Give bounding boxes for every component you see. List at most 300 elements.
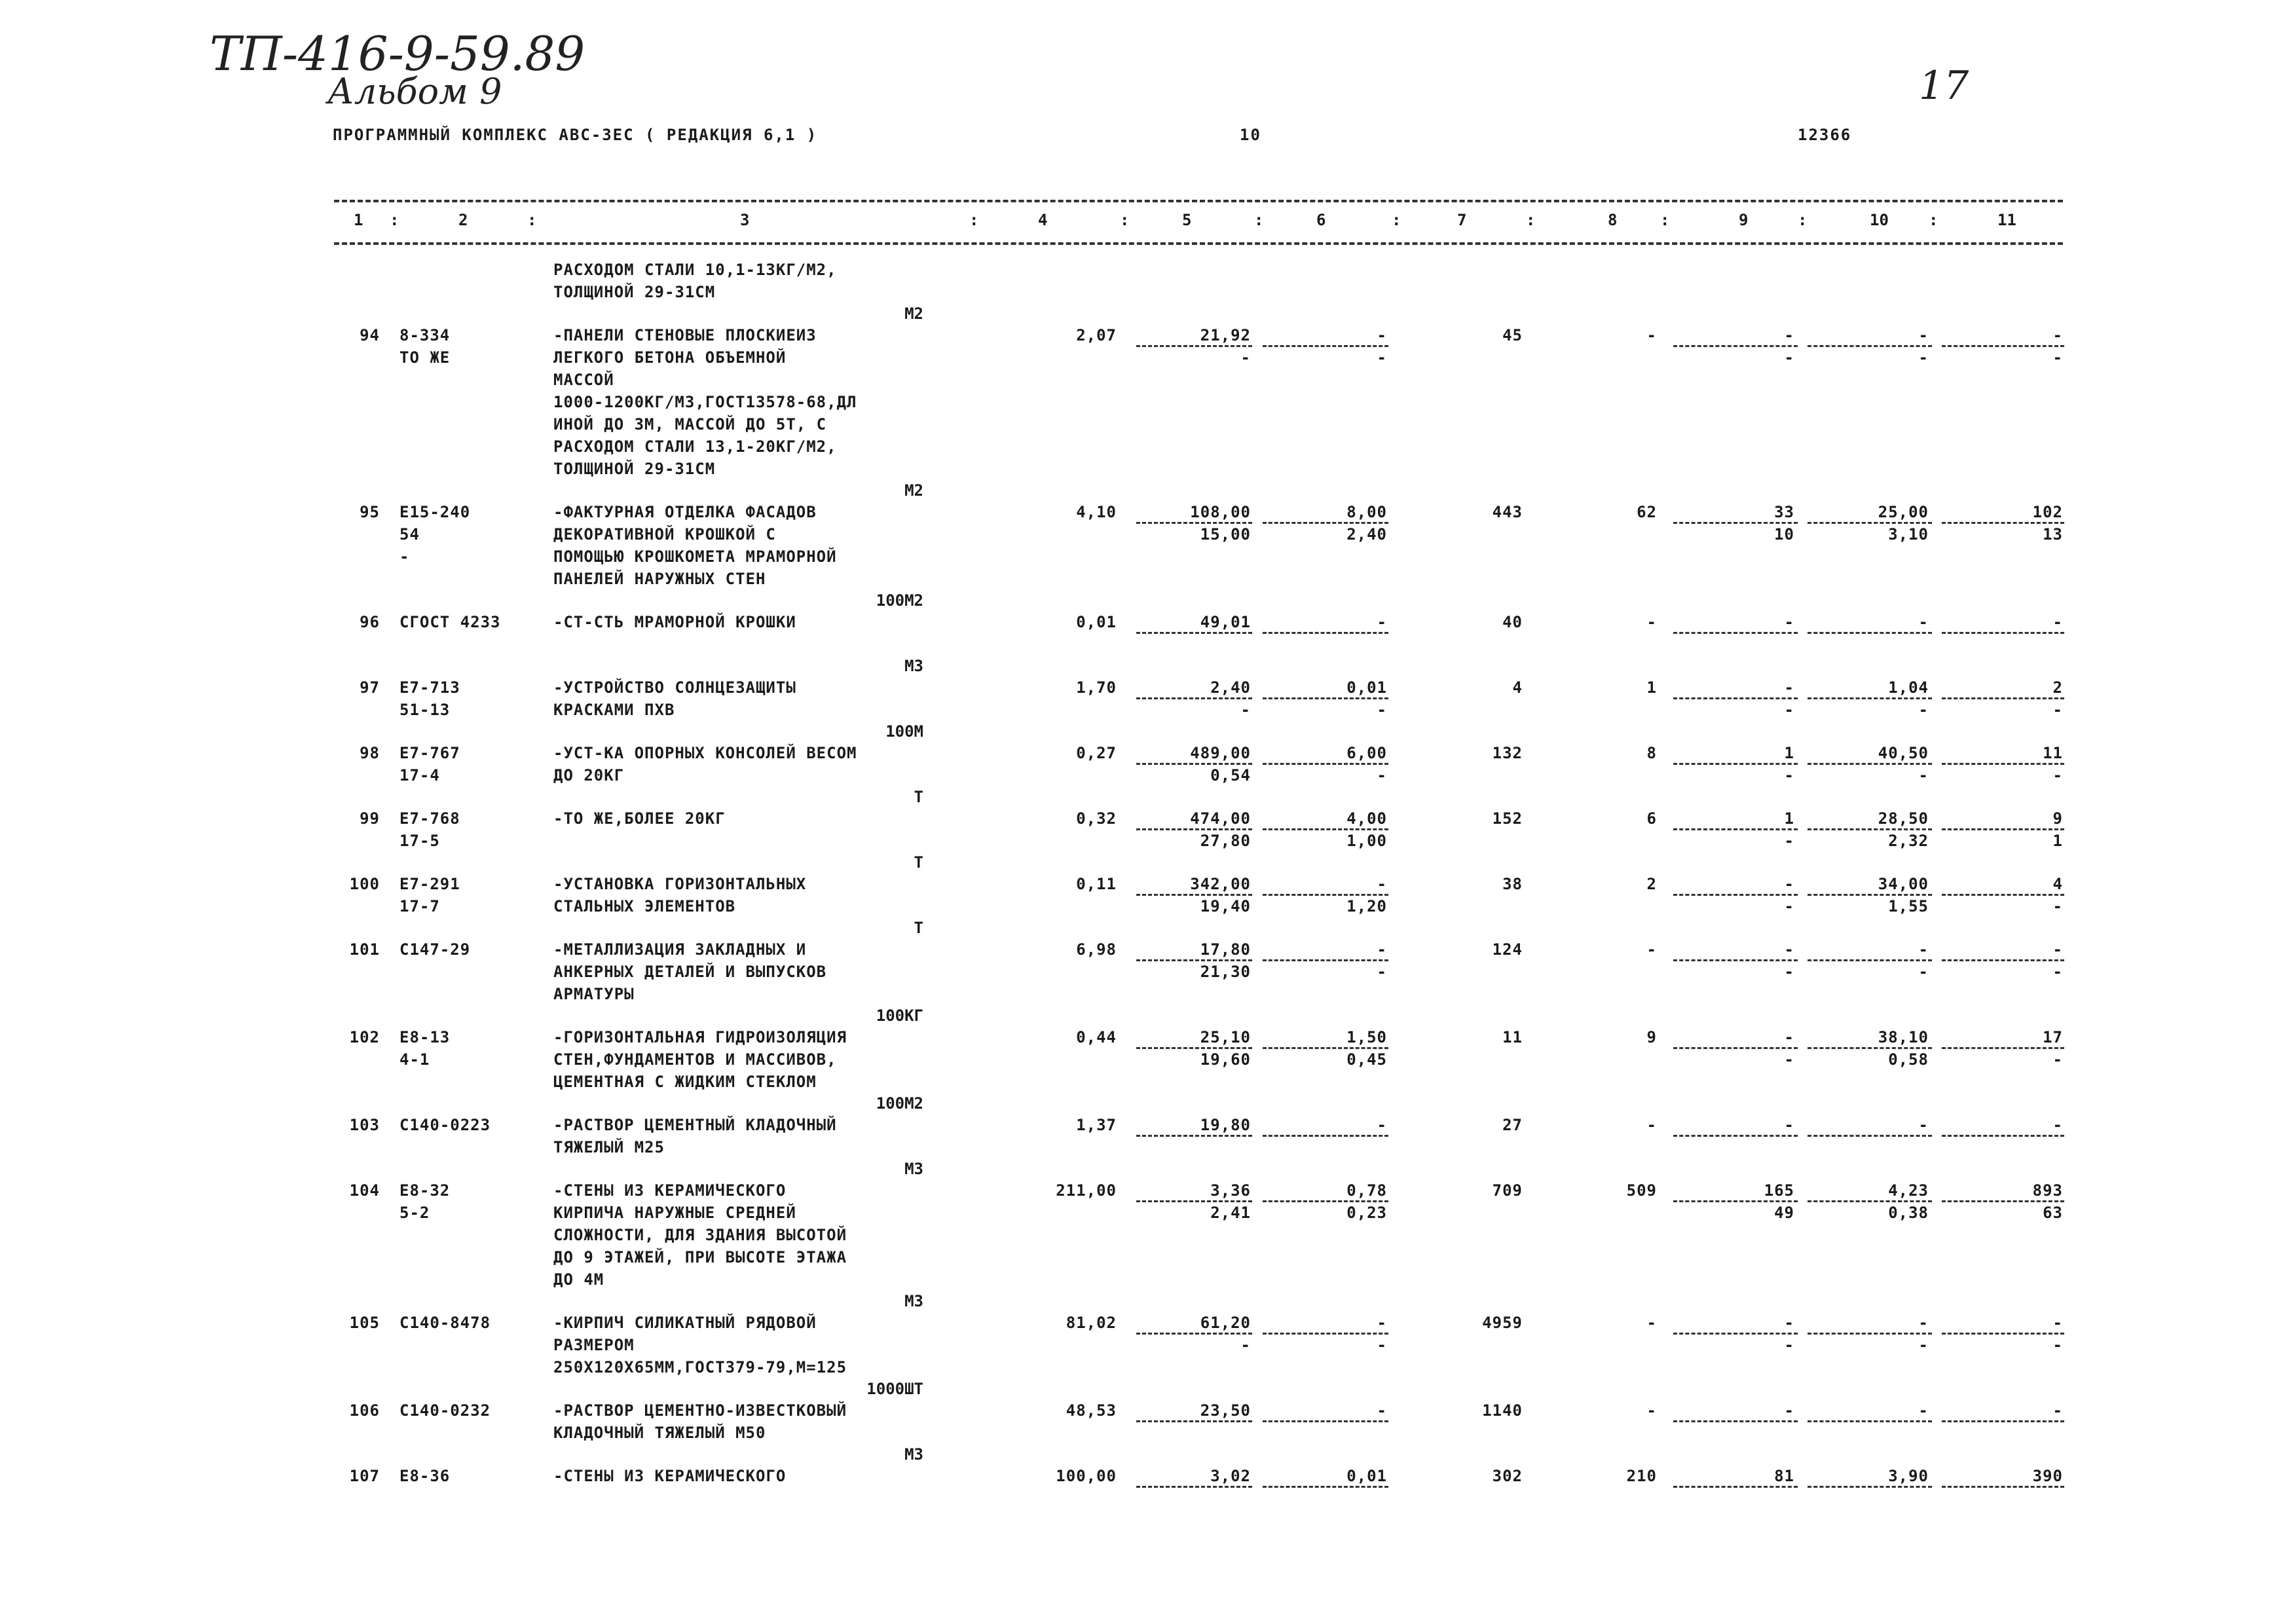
row-description: СТЕН,ФУНДАМЕНТОВ И МАССИВОВ, (553, 1050, 837, 1069)
column-separator: : (1254, 211, 1264, 229)
subtotal-rule (1673, 1135, 1798, 1137)
row-value-c8: - (1646, 1116, 1657, 1134)
row-number: 97 (360, 678, 380, 697)
row-value-c7: 132 (1492, 744, 1523, 762)
row-value-c7: 38 (1502, 875, 1523, 893)
row-subvalue-c6: - (1377, 701, 1387, 719)
row-value-c7: 45 (1502, 326, 1523, 344)
subtotal-rule (1263, 632, 1388, 634)
row-value-c10: 40,50 (1878, 744, 1929, 762)
row-value-c6: 8,00 (1346, 503, 1387, 521)
row-value-c11: - (2052, 613, 2063, 631)
subtotal-rule (1808, 1486, 1932, 1488)
row-description: -ГОРИЗОНТАЛЬНАЯ ГИДРОИЗОЛЯЦИЯ (553, 1028, 847, 1046)
row-description: 250Х120Х65ММ,ГОСТ379-79,М=125 (553, 1358, 847, 1376)
row-value-c4: 1,70 (1076, 678, 1117, 697)
row-subvalue-c10: - (1918, 701, 1929, 719)
column-separator: : (527, 211, 537, 229)
row-unit: М2 (904, 481, 923, 500)
row-description: ИНОЙ ДО 3М, МАССОЙ ДО 5Т, С (553, 415, 827, 434)
row-unit: 100М (885, 722, 923, 741)
subtotal-rule (1263, 1135, 1388, 1137)
row-value-c6: 4,00 (1346, 809, 1387, 828)
row-code: С147-29 (399, 940, 471, 959)
table-top-rule (334, 200, 2063, 202)
row-subvalue-c5: 15,00 (1200, 525, 1251, 544)
subtotal-rule (1808, 632, 1932, 634)
row-value-c4: 0,44 (1076, 1028, 1117, 1046)
row-value-c6: - (1377, 1116, 1387, 1134)
column-header-11: 11 (1997, 211, 2016, 229)
row-description: ДО 20КГ (553, 766, 625, 784)
row-value-c10: 3,90 (1888, 1467, 1929, 1485)
row-code: 51-13 (399, 701, 451, 719)
header-number: 10 (1240, 126, 1261, 144)
row-value-c11: 893 (2032, 1181, 2063, 1200)
row-description: ЛЕГКОГО БЕТОНА ОБЪЕМНОЙ (553, 348, 787, 367)
row-number: 94 (360, 326, 380, 344)
row-code: С140-0232 (399, 1401, 491, 1420)
row-value-c5: 25,10 (1200, 1028, 1251, 1046)
row-code: СГОСТ 4233 (399, 613, 501, 631)
row-value-c4: 0,01 (1076, 613, 1117, 631)
row-code: С140-0223 (399, 1116, 491, 1134)
row-subvalue-c9: - (1784, 963, 1794, 981)
row-value-c10: - (1918, 940, 1929, 959)
row-code: С140-8478 (399, 1314, 491, 1332)
row-subvalue-c10: 2,32 (1888, 832, 1929, 850)
row-subvalue-c6: 0,23 (1346, 1204, 1387, 1222)
row-value-c9: 33 (1774, 503, 1794, 521)
row-value-c6: - (1377, 1401, 1387, 1420)
row-number: 102 (349, 1028, 380, 1046)
row-description: КЛАДОЧНЫЙ ТЯЖЕЛЫЙ М50 (553, 1424, 766, 1442)
row-unit: Т (914, 788, 923, 806)
row-unit: Т (914, 919, 923, 937)
row-unit: Т (914, 853, 923, 872)
row-number: 96 (360, 613, 380, 631)
row-value-c11: - (2052, 940, 2063, 959)
row-value-c6: 0,01 (1346, 1467, 1387, 1485)
row-value-c8: 210 (1626, 1467, 1657, 1485)
row-code: 17-4 (399, 766, 440, 784)
row-description: -УСТ-КА ОПОРНЫХ КОНСОЛЕЙ ВЕСОМ (553, 744, 857, 762)
row-description: СТАЛЬНЫХ ЭЛЕМЕНТОВ (553, 897, 736, 915)
row-value-c5: 3,36 (1210, 1181, 1251, 1200)
table-header-rule (334, 242, 2063, 245)
row-subvalue-c11: - (2052, 963, 2063, 981)
row-subvalue-c9: 10 (1774, 525, 1794, 544)
row-value-c5: 49,01 (1200, 613, 1251, 631)
row-number: 98 (360, 744, 380, 762)
row-value-c10: 4,23 (1888, 1181, 1929, 1200)
row-subvalue-c9: - (1784, 348, 1794, 367)
row-subvalue-c5: - (1240, 1336, 1251, 1354)
row-description: ТЯЖЕЛЫЙ М25 (553, 1138, 665, 1156)
row-value-c10: 34,00 (1878, 875, 1929, 893)
row-subvalue-c10: 0,38 (1888, 1204, 1929, 1222)
row-value-c11: 9 (2052, 809, 2063, 828)
row-value-c9: - (1784, 875, 1794, 893)
row-subvalue-c10: - (1918, 348, 1929, 367)
row-unit: М2 (904, 304, 923, 323)
row-description: -РАСТВОР ЦЕМЕНТНЫЙ КЛАДОЧНЫЙ (553, 1116, 837, 1134)
row-value-c4: 6,98 (1076, 940, 1117, 959)
row-value-c9: 165 (1764, 1181, 1794, 1200)
row-unit: М3 (904, 1292, 923, 1310)
row-value-c4: 4,10 (1076, 503, 1117, 521)
row-value-c11: 2 (2052, 678, 2063, 697)
column-header-8: 8 (1608, 211, 1618, 229)
row-code: 4-1 (399, 1050, 430, 1069)
column-header-4: 4 (1038, 211, 1048, 229)
row-value-c10: 1,04 (1888, 678, 1929, 697)
row-subvalue-c9: - (1784, 832, 1794, 850)
row-code: Е8-32 (399, 1181, 451, 1200)
row-code: Е8-36 (399, 1467, 451, 1485)
row-description: -УСТАНОВКА ГОРИЗОНТАЛЬНЫХ (553, 875, 807, 893)
row-value-c5: 489,00 (1190, 744, 1251, 762)
row-number: 100 (349, 875, 380, 893)
row-value-c7: 11 (1502, 1028, 1523, 1046)
column-separator: : (969, 211, 979, 229)
row-number: 104 (349, 1181, 380, 1200)
row-value-c8: 9 (1646, 1028, 1657, 1046)
row-value-c8: - (1646, 940, 1657, 959)
row-value-c7: 124 (1492, 940, 1523, 959)
row-value-c11: 390 (2032, 1467, 2063, 1485)
row-value-c6: - (1377, 1314, 1387, 1332)
subtotal-rule (1136, 632, 1252, 634)
row-code: Е7-291 (399, 875, 460, 893)
row-value-c6: - (1377, 940, 1387, 959)
row-subvalue-c5: - (1240, 348, 1251, 367)
row-number: 103 (349, 1116, 380, 1134)
column-header-10: 10 (1870, 211, 1889, 229)
row-value-c6: - (1377, 875, 1387, 893)
row-value-c7: 152 (1492, 809, 1523, 828)
row-unit: 100М2 (876, 591, 923, 610)
row-unit: М3 (904, 657, 923, 675)
column-header-7: 7 (1457, 211, 1467, 229)
row-value-c8: 8 (1646, 744, 1657, 762)
column-separator: : (1526, 211, 1536, 229)
row-value-c10: - (1918, 326, 1929, 344)
row-value-c8: - (1646, 1314, 1657, 1332)
row-value-c9: - (1784, 940, 1794, 959)
row-description: КИРПИЧА НАРУЖНЫЕ СРЕДНЕЙ (553, 1204, 796, 1222)
column-separator: : (1929, 211, 1938, 229)
row-code: 17-7 (399, 897, 440, 915)
row-code: Е7-768 (399, 809, 460, 828)
row-code: 5-2 (399, 1204, 430, 1222)
row-value-c7: 4959 (1482, 1314, 1523, 1332)
row-description: -МЕТАЛЛИЗАЦИЯ ЗАКЛАДНЫХ И (553, 940, 807, 959)
row-subvalue-c6: - (1377, 963, 1387, 981)
subtotal-rule (1942, 632, 2064, 634)
row-description: ПОМОЩЬЮ КРОШКОМЕТА МРАМОРНОЙ (553, 547, 837, 566)
row-value-c5: 2,40 (1210, 678, 1251, 697)
row-subvalue-c11: - (2052, 701, 2063, 719)
row-value-c9: 81 (1774, 1467, 1794, 1485)
row-value-c8: 1 (1646, 678, 1657, 697)
row-code: Е8-13 (399, 1028, 451, 1046)
row-subvalue-c5: - (1240, 701, 1251, 719)
row-value-c5: 108,00 (1190, 503, 1251, 521)
row-value-c7: 27 (1502, 1116, 1523, 1134)
row-value-c11: - (2052, 1401, 2063, 1420)
row-unit: М3 (904, 1445, 923, 1464)
row-subvalue-c9: - (1784, 897, 1794, 915)
row-code: 8-334 (399, 326, 451, 344)
row-value-c5: 61,20 (1200, 1314, 1251, 1332)
row-value-c10: - (1918, 613, 1929, 631)
row-value-c4: 0,32 (1076, 809, 1117, 828)
row-description: ТОЛЩИНОЙ 29-31СМ (553, 460, 716, 478)
row-description: -СТЕНЫ ИЗ КЕРАМИЧЕСКОГО (553, 1181, 787, 1200)
row-value-c7: 443 (1492, 503, 1523, 521)
row-subvalue-c6: 1,20 (1346, 897, 1387, 915)
row-description: ДО 9 ЭТАЖЕЙ, ПРИ ВЫСОТЕ ЭТАЖА (553, 1248, 847, 1266)
row-subvalue-c10: 0,58 (1888, 1050, 1929, 1069)
row-value-c10: - (1918, 1314, 1929, 1332)
column-separator: : (1660, 211, 1670, 229)
row-value-c6: 0,01 (1346, 678, 1387, 697)
row-value-c4: 0,11 (1076, 875, 1117, 893)
row-value-c4: 100,00 (1056, 1467, 1117, 1485)
subtotal-rule (1136, 1135, 1252, 1137)
row-value-c6: - (1377, 613, 1387, 631)
row-subvalue-c6: - (1377, 1336, 1387, 1354)
row-value-c10: - (1918, 1116, 1929, 1134)
row-unit: 100М2 (876, 1094, 923, 1113)
row-description: КРАСКАМИ ПХВ (553, 701, 675, 719)
row-value-c4: 0,27 (1076, 744, 1117, 762)
row-subvalue-c9: 49 (1774, 1204, 1794, 1222)
column-header-9: 9 (1739, 211, 1749, 229)
row-subvalue-c10: - (1918, 766, 1929, 784)
row-value-c6: - (1377, 326, 1387, 344)
row-code: 54 (399, 525, 420, 544)
row-value-c5: 21,92 (1200, 326, 1251, 344)
row-description: 1000-1200КГ/М3,ГОСТ13578-68,ДЛ (553, 393, 857, 411)
row-value-c9: - (1784, 1116, 1794, 1134)
column-separator: : (1120, 211, 1130, 229)
row-value-c8: 2 (1646, 875, 1657, 893)
column-separator: : (1798, 211, 1808, 229)
row-value-c11: - (2052, 1116, 2063, 1134)
row-code: Е7-767 (399, 744, 460, 762)
subtotal-rule (1808, 1420, 1932, 1422)
row-subvalue-c9: - (1784, 1336, 1794, 1354)
row-subvalue-c6: 2,40 (1346, 525, 1387, 544)
handwritten-page-number: 17 (1919, 63, 1969, 109)
subtotal-rule (1136, 1420, 1252, 1422)
column-header-1: 1 (354, 211, 363, 229)
row-value-c4: 81,02 (1066, 1314, 1117, 1332)
row-description: РАСХОДОМ СТАЛИ 13,1-20КГ/М2, (553, 437, 837, 456)
row-subvalue-c5: 27,80 (1200, 832, 1251, 850)
row-value-c7: 1140 (1482, 1401, 1523, 1420)
row-value-c8: - (1646, 613, 1657, 631)
row-value-c4: 1,37 (1076, 1116, 1117, 1134)
row-description: РАСХОДОМ СТАЛИ 10,1-13КГ/М2, (553, 261, 837, 279)
row-value-c7: 40 (1502, 613, 1523, 631)
row-value-c6: 1,50 (1346, 1028, 1387, 1046)
row-subvalue-c5: 2,41 (1210, 1204, 1251, 1222)
row-description: -КИРПИЧ СИЛИКАТНЫЙ РЯДОВОЙ (553, 1314, 817, 1332)
row-description: -СТ-СТЬ МРАМОРНОЙ КРОШКИ (553, 613, 796, 631)
row-value-c10: 28,50 (1878, 809, 1929, 828)
row-value-c4: 2,07 (1076, 326, 1117, 344)
row-number: 106 (349, 1401, 380, 1420)
row-value-c10: - (1918, 1401, 1929, 1420)
row-value-c5: 3,02 (1210, 1467, 1251, 1485)
row-subvalue-c11: - (2052, 897, 2063, 915)
row-description: -ТО ЖЕ,БОЛЕЕ 20КГ (553, 809, 726, 828)
row-value-c10: 38,10 (1878, 1028, 1929, 1046)
row-value-c9: 1 (1784, 809, 1794, 828)
row-value-c11: - (2052, 1314, 2063, 1332)
row-number: 95 (360, 503, 380, 521)
program-title: ПРОГРАММНЫЙ КОМПЛЕКС АВС-3ЕС ( РЕДАКЦИЯ 6,1 ) (333, 126, 818, 144)
row-value-c8: 62 (1637, 503, 1657, 521)
row-value-c11: - (2052, 326, 2063, 344)
row-subvalue-c11: - (2052, 766, 2063, 784)
row-value-c9: - (1784, 1314, 1794, 1332)
row-value-c10: 25,00 (1878, 503, 1929, 521)
subtotal-rule (1263, 1420, 1388, 1422)
row-subvalue-c5: 21,30 (1200, 963, 1251, 981)
row-subvalue-c11: - (2052, 1050, 2063, 1069)
row-value-c5: 23,50 (1200, 1401, 1251, 1420)
row-number: 107 (349, 1467, 380, 1485)
row-description: ТОЛЩИНОЙ 29-31СМ (553, 283, 716, 301)
row-value-c11: 17 (2043, 1028, 2063, 1046)
row-subvalue-c10: - (1918, 963, 1929, 981)
row-code: 17-5 (399, 832, 440, 850)
row-subvalue-c6: 1,00 (1346, 832, 1387, 850)
header-code: 12366 (1798, 126, 1852, 144)
row-value-c4: 48,53 (1066, 1401, 1117, 1420)
row-description: АНКЕРНЫХ ДЕТАЛЕЙ И ВЫПУСКОВ (553, 963, 827, 981)
subtotal-rule (1942, 1486, 2064, 1488)
column-header-6: 6 (1316, 211, 1326, 229)
row-subvalue-c11: 63 (2043, 1204, 2063, 1222)
row-unit: 1000ШТ (866, 1380, 923, 1398)
handwritten-document-code: ТП-416-9-59.89 (210, 26, 585, 81)
row-value-c5: 19,80 (1200, 1116, 1251, 1134)
subtotal-rule (1673, 1486, 1798, 1488)
row-value-c8: 509 (1626, 1181, 1657, 1200)
row-subvalue-c9: - (1784, 766, 1794, 784)
row-description: РАЗМЕРОМ (553, 1336, 635, 1354)
row-subvalue-c5: 19,40 (1200, 897, 1251, 915)
row-subvalue-c6: - (1377, 348, 1387, 367)
row-value-c11: 4 (2052, 875, 2063, 893)
row-description: -ФАКТУРНАЯ ОТДЕЛКА ФАСАДОВ (553, 503, 817, 521)
row-subvalue-c10: 3,10 (1888, 525, 1929, 544)
row-subvalue-c5: 19,60 (1200, 1050, 1251, 1069)
row-value-c8: 6 (1646, 809, 1657, 828)
column-separator: : (1392, 211, 1401, 229)
row-value-c9: - (1784, 326, 1794, 344)
row-description: ДЕКОРАТИВНОЙ КРОШКОЙ С (553, 525, 776, 544)
row-value-c5: 474,00 (1190, 809, 1251, 828)
row-value-c9: - (1784, 1401, 1794, 1420)
row-subvalue-c9: - (1784, 701, 1794, 719)
row-subvalue-c9: - (1784, 1050, 1794, 1069)
row-subvalue-c6: 0,45 (1346, 1050, 1387, 1069)
column-header-5: 5 (1182, 211, 1192, 229)
row-description: СЛОЖНОСТИ, ДЛЯ ЗДАНИЯ ВЫСОТОЙ (553, 1226, 847, 1244)
row-description: -УСТРОЙСТВО СОЛНЦЕЗАЩИТЫ (553, 678, 796, 697)
row-value-c7: 709 (1492, 1181, 1523, 1200)
row-subvalue-c5: 0,54 (1210, 766, 1251, 784)
row-number: 105 (349, 1314, 380, 1332)
row-subvalue-c11: 1 (2052, 832, 2063, 850)
column-header-3: 3 (740, 211, 750, 229)
row-code: Е15-240 (399, 503, 471, 521)
column-header-2: 2 (458, 211, 468, 229)
row-description: -ПАНЕЛИ СТЕНОВЫЕ ПЛОСКИЕИЗ (553, 326, 817, 344)
row-value-c9: 1 (1784, 744, 1794, 762)
row-value-c11: 102 (2032, 503, 2063, 521)
row-description: ЦЕМЕНТНАЯ С ЖИДКИМ СТЕКЛОМ (553, 1073, 817, 1091)
row-subvalue-c11: - (2052, 348, 2063, 367)
row-value-c9: - (1784, 1028, 1794, 1046)
row-value-c11: 11 (2043, 744, 2063, 762)
row-value-c5: 17,80 (1200, 940, 1251, 959)
row-value-c9: - (1784, 678, 1794, 697)
row-value-c5: 342,00 (1190, 875, 1251, 893)
row-value-c6: 6,00 (1346, 744, 1387, 762)
subtotal-rule (1808, 1135, 1932, 1137)
row-value-c7: 4 (1512, 678, 1523, 697)
row-description: АРМАТУРЫ (553, 985, 635, 1003)
row-code: ТО ЖЕ (399, 348, 451, 367)
row-description: МАССОЙ (553, 371, 614, 389)
row-description: ДО 4М (553, 1270, 604, 1289)
row-value-c9: - (1784, 613, 1794, 631)
column-separator: : (390, 211, 399, 229)
row-description: -СТЕНЫ ИЗ КЕРАМИЧЕСКОГО (553, 1467, 787, 1485)
row-code: - (399, 547, 410, 566)
row-subvalue-c10: - (1918, 1336, 1929, 1354)
row-number: 101 (349, 940, 380, 959)
subtotal-rule (1673, 632, 1798, 634)
row-unit: М3 (904, 1160, 923, 1178)
row-description: -РАСТВОР ЦЕМЕНТНО-ИЗВЕСТКОВЫЙ (553, 1401, 847, 1420)
subtotal-rule (1942, 1420, 2064, 1422)
subtotal-rule (1942, 1135, 2064, 1137)
row-value-c6: 0,78 (1346, 1181, 1387, 1200)
row-subvalue-c11: 13 (2043, 525, 2063, 544)
row-value-c8: - (1646, 326, 1657, 344)
row-subvalue-c11: - (2052, 1336, 2063, 1354)
subtotal-rule (1136, 1486, 1252, 1488)
row-value-c4: 211,00 (1056, 1181, 1117, 1200)
row-number: 99 (360, 809, 380, 828)
handwritten-album-label: Альбом 9 (327, 71, 502, 112)
row-value-c7: 302 (1492, 1467, 1523, 1485)
row-code: Е7-713 (399, 678, 460, 697)
row-subvalue-c10: 1,55 (1888, 897, 1929, 915)
row-unit: 100КГ (876, 1006, 923, 1025)
row-description: ПАНЕЛЕЙ НАРУЖНЫХ СТЕН (553, 570, 766, 588)
subtotal-rule (1263, 1486, 1388, 1488)
row-value-c8: - (1646, 1401, 1657, 1420)
